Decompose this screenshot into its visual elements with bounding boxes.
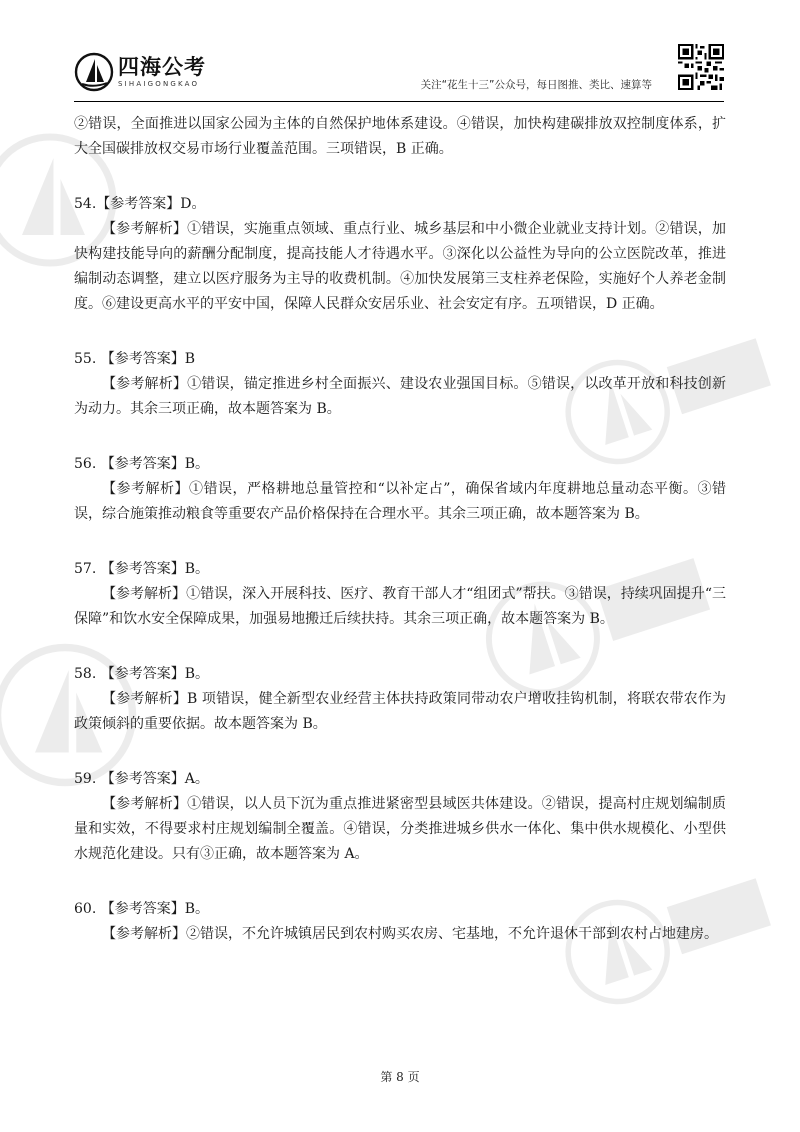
page-header — [74, 40, 724, 98]
answer-line: 60. 【参考答案】B。 — [74, 901, 210, 917]
answer-line: 56. 【参考答案】B。 — [74, 456, 210, 472]
brand-subtitle: SIHAIGONGKAO — [118, 80, 200, 88]
answer-line: 58. 【参考答案】B。 — [74, 666, 210, 682]
intro-paragraph: ②错误，全面推进以国家公园为主体的自然保护地体系建设。④错误，加快构建碳排放双控制度体系，扩大全国碳排放权交易市场行业覆盖范围。三项错误，B 正确。 — [74, 116, 726, 157]
analysis-paragraph: 【参考解析】②错误，不允许城镇居民到农村购买农房、宅基地，不允许退休干部到农村占地建房。 — [102, 926, 718, 942]
brand-logo — [74, 52, 206, 92]
analysis-paragraph: 【参考解析】①错误，严格耕地总量管控和“以补定占”，确保省域内年度耕地总量动态平衡。③错误，综合施策推动粮食等重要农产品价格保持在合理水平。其余三项正确，故本题答案为 B。 — [74, 481, 726, 522]
analysis-paragraph: 【参考解析】①错误，实施重点领域、重点行业、城乡基层和中小微企业就业支持计划。②错误，加快构建技能导向的薪酬分配制度，提高技能人才待遇水平。③深化以公益性为导向的公立医院改革，推进编制动态调整，建立以医疗服务为主导的收费机制。④加快发展第三支柱养老保险，实施好个人养老金制度。⑥建设更高水平的平安中国，保障人民群众安居乐业、社会安定有序。五项错误，D 正确。 — [74, 221, 726, 312]
answer-line: 57. 【参考答案】B。 — [74, 561, 210, 577]
sailboat-logo-icon — [74, 52, 114, 92]
analysis-paragraph: 【参考解析】①错误，以人员下沉为重点推进紧密型县域医共体建设。②错误，提高村庄规划编制质量和实效，不得要求村庄规划编制全覆盖。④错误，分类推进城乡供水一体化、集中供水规模化、小型供水规范化建设。只有③正确，故本题答案为 A。 — [74, 796, 726, 862]
analysis-paragraph: 【参考解析】B 项错误，健全新型农业经营主体扶持政策同带动农户增收挂钩机制，将联农带农作为政策倾斜的重要依据。故本题答案为 B。 — [74, 691, 726, 732]
qr-code-icon — [678, 44, 724, 90]
analysis-paragraph: 【参考解析】①错误，锚定推进乡村全面振兴、建设农业强国目标。⑤错误，以改革开放和科技创新为动力。其余三项正确，故本题答案为 B。 — [74, 376, 726, 417]
header-note: 关注“花生十三”公众号，每日图推、类比、速算等 — [420, 79, 652, 91]
analysis-paragraph: 【参考解析】①错误，深入开展科技、医疗、教育干部人才“组团式”帮扶。③错误，持续巩固提升“三保障”和饮水安全保障成果，加强易地搬迁后续扶持。其余三项正确，故本题答案为 B。 — [74, 586, 726, 627]
answer-content — [74, 112, 726, 947]
answer-line: 54.【参考答案】D。 — [74, 196, 206, 212]
brand-name: 四海公考 — [118, 55, 206, 79]
page-number: 第 8 页 — [380, 1070, 420, 1084]
answer-line: 55. 【参考答案】B — [74, 351, 196, 367]
answer-line: 59. 【参考答案】A。 — [74, 771, 209, 787]
header-divider — [74, 101, 724, 102]
